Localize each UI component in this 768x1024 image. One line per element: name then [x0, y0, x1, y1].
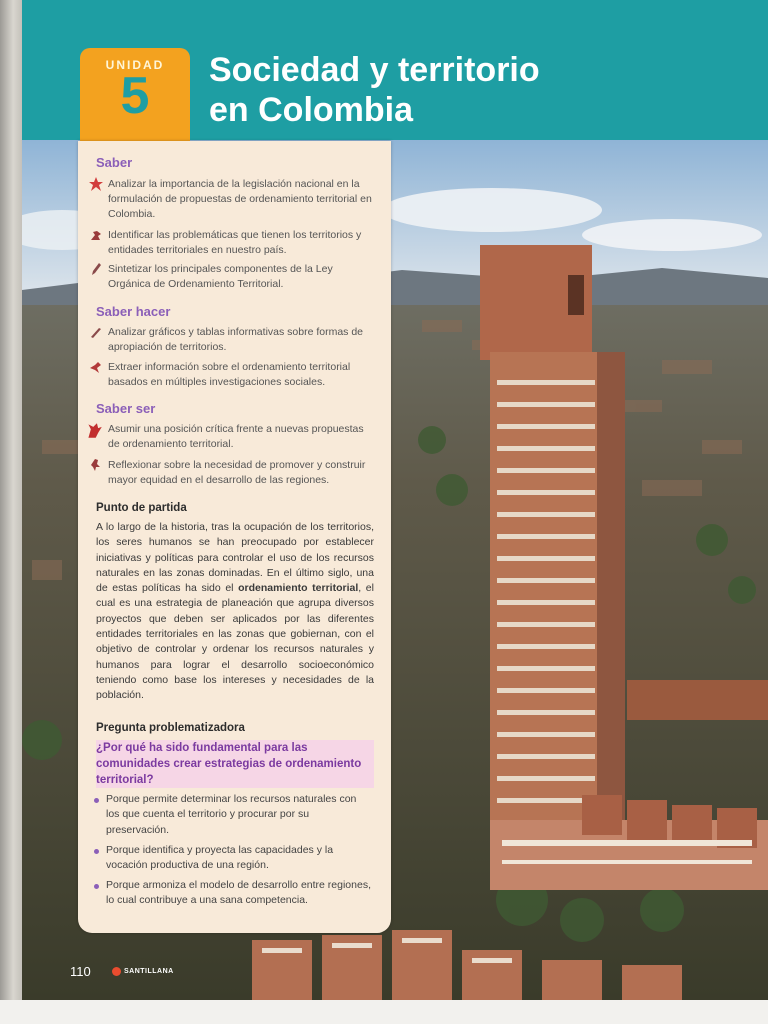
- person-icon: [89, 458, 103, 472]
- bullet-dot: [94, 798, 99, 803]
- publisher-name: SANTILLANA: [124, 968, 174, 975]
- pencil-icon: [89, 262, 103, 276]
- unit-badge: [80, 48, 190, 141]
- saber-item-3: Sintetizar los principales componentes de la Ley Orgánica de Ordenamiento Territorial.: [108, 263, 333, 290]
- runner-icon: [89, 360, 103, 374]
- saber-hacer-item-2: Extraer información sobre el ordenamiento territorial basados en múltiples investigaciones sociales.: [108, 361, 351, 388]
- star-icon: [89, 177, 103, 191]
- title-line-1: Sociedad y territorio: [209, 51, 540, 89]
- punto-de-partida-heading: Punto de partida: [96, 502, 187, 514]
- page-bottom-margin: [0, 1000, 768, 1024]
- hand-icon: [86, 422, 103, 439]
- answer-2: Porque identifica y proyecta las capacidades y la vocación productiva de una región.: [106, 844, 334, 872]
- saber-hacer-item-1: Analizar gráficos y tablas informativas sobre formas de apropiación de territorios.: [108, 326, 364, 353]
- unit-number: 5: [120, 67, 150, 125]
- punto-text-before: A lo largo de la historia, tras la ocupación de los territorios, los seres humanos se han preocupado por establecer iniciativas y políticas para controlar el uso de los recursos naturales en las zonas dominadas. En el último siglo, una de estas políticas ha sido el: [96, 521, 374, 595]
- saber-item-2: Identificar las problemáticas que tienen los territorios y entidades territoriales en nuestro país.: [108, 229, 362, 256]
- answer-1: Porque permite determinar los recursos naturales con los que cuenta el territorio y procurar por su preservación.: [106, 793, 357, 836]
- answer-3: Porque armoniza el modelo de desarrollo entre regiones, lo cual contribuye a una sana competencia.: [106, 879, 371, 907]
- saber-heading: Saber: [96, 155, 133, 170]
- page-number: 110: [70, 964, 91, 979]
- bullet-dot: [94, 884, 99, 889]
- figure-icon: [89, 228, 103, 242]
- punto-de-partida-text: [96, 520, 374, 704]
- saber-ser-item-1: Asumir una posición crítica frente a nuevas propuestas de ordenamiento territorial.: [108, 423, 364, 450]
- unit-label: UNIDAD: [105, 58, 165, 72]
- saber-ser-heading: Saber ser: [96, 401, 156, 416]
- brush-icon: [89, 325, 103, 339]
- page-title: [209, 50, 540, 130]
- punto-bold-term: ordenamiento territorial: [238, 582, 359, 595]
- punto-text-after: , el cual es una estrategia de planeación que agrupa diversos proyectos que deben ser aplicados por las diferentes entidades territoriales en las zonas que gobiernan, con el objetivo de controlar y ordenar los recursos naturales y humanos para lograr el desarrollo socioeconómico teniendo como base los intereses y necesidades de la población.: [96, 582, 374, 702]
- pregunta-heading: Pregunta problematizadora: [96, 722, 245, 734]
- saber-hacer-heading: Saber hacer: [96, 304, 171, 319]
- bullet-dot: [94, 849, 99, 854]
- pregunta-question: ¿Por qué ha sido fundamental para las comunidades crear estrategias de ordenamiento territorial?: [96, 740, 374, 788]
- saber-item-1: Analizar la importancia de la legislación nacional en la formulación de propuestas de ordenamiento territorial en Colombia.: [108, 178, 372, 220]
- publisher-logo-icon: [112, 967, 121, 976]
- title-line-2: en Colombia: [209, 91, 414, 129]
- saber-ser-item-2: Reflexionar sobre la necesidad de promover y construir mayor equidad en el desarrollo de las regiones.: [108, 459, 366, 486]
- publisher-logo: [112, 967, 174, 976]
- book-spine-edge: [0, 0, 22, 1000]
